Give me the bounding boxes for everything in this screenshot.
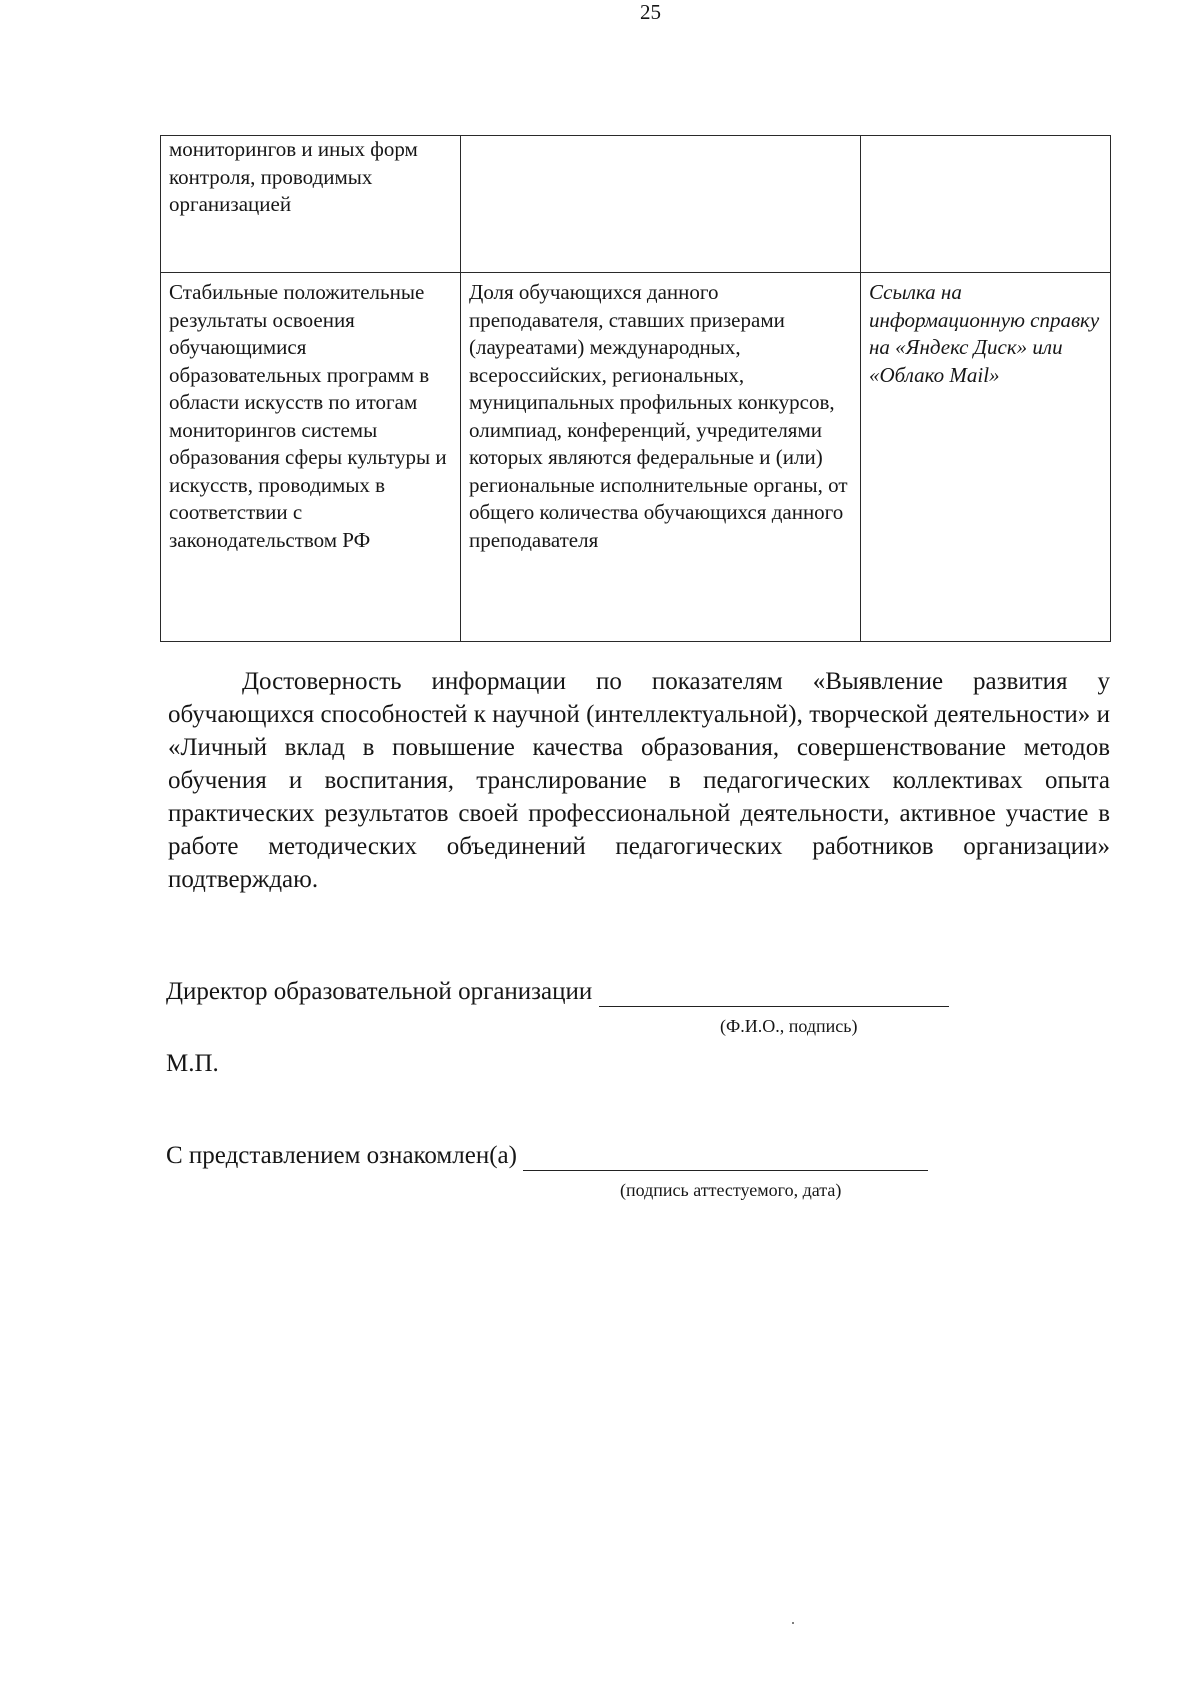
acknowledgement-signature-blank bbox=[523, 1142, 928, 1171]
criteria-table bbox=[160, 135, 1111, 642]
table-cell-criterion: Стабильные положительные результаты освоения обучающимися образовательных программ в области искусств по итогам мониторингов системы образования сферы культуры и искусств, проводимых в соответствии с законодательством РФ bbox=[161, 273, 461, 642]
director-signature-line bbox=[166, 978, 949, 1007]
scan-speck bbox=[792, 1622, 794, 1624]
table-cell-indicator bbox=[461, 136, 861, 273]
table-cell-evidence: Ссылка на информационную справку на «Яндекс Диск» или «Облако Mail» bbox=[861, 273, 1111, 642]
table-row bbox=[161, 136, 1111, 273]
page-number: 25 bbox=[640, 0, 661, 24]
table-cell-criterion: мониторингов и иных форм контроля, проводимых организацией bbox=[161, 136, 461, 273]
director-signature-blank bbox=[599, 978, 949, 1007]
director-caption: (Ф.И.О., подпись) bbox=[720, 1016, 858, 1036]
confirmation-statement: Достоверность информации по показателям «Выявление развития у обучающихся способностей к научной (интеллектуальной), творческой деятельности» и «Личный вклад в повышение качества образования, совершенствование методов обучения и воспитания, транслирование в педагогических коллективах опыта практических результатов своей профессиональной деятельности, активное участие в работе методических объединений педагогических работников организации» подтверждаю. bbox=[168, 668, 1110, 893]
director-label: Директор образовательной организации bbox=[166, 978, 593, 1005]
stamp-placeholder: М.П. bbox=[166, 1050, 219, 1077]
table-cell-indicator: Доля обучающихся данного преподавателя, ставших призерами (лауреатами) международных, всероссийских, региональных, муниципальных профильных конкурсов, олимпиад, конференций, учредителями которых являются федеральные и (или) региональные исполнительные органы, от общего количества обучающихся данного преподавателя bbox=[461, 273, 861, 642]
table-cell-evidence bbox=[861, 136, 1111, 273]
acknowledgement-label: С представлением ознакомлен(а) bbox=[166, 1142, 517, 1169]
acknowledgement-signature-line bbox=[166, 1142, 928, 1171]
acknowledgement-caption: (подпись аттестуемого, дата) bbox=[620, 1180, 842, 1200]
table-row bbox=[161, 273, 1111, 642]
